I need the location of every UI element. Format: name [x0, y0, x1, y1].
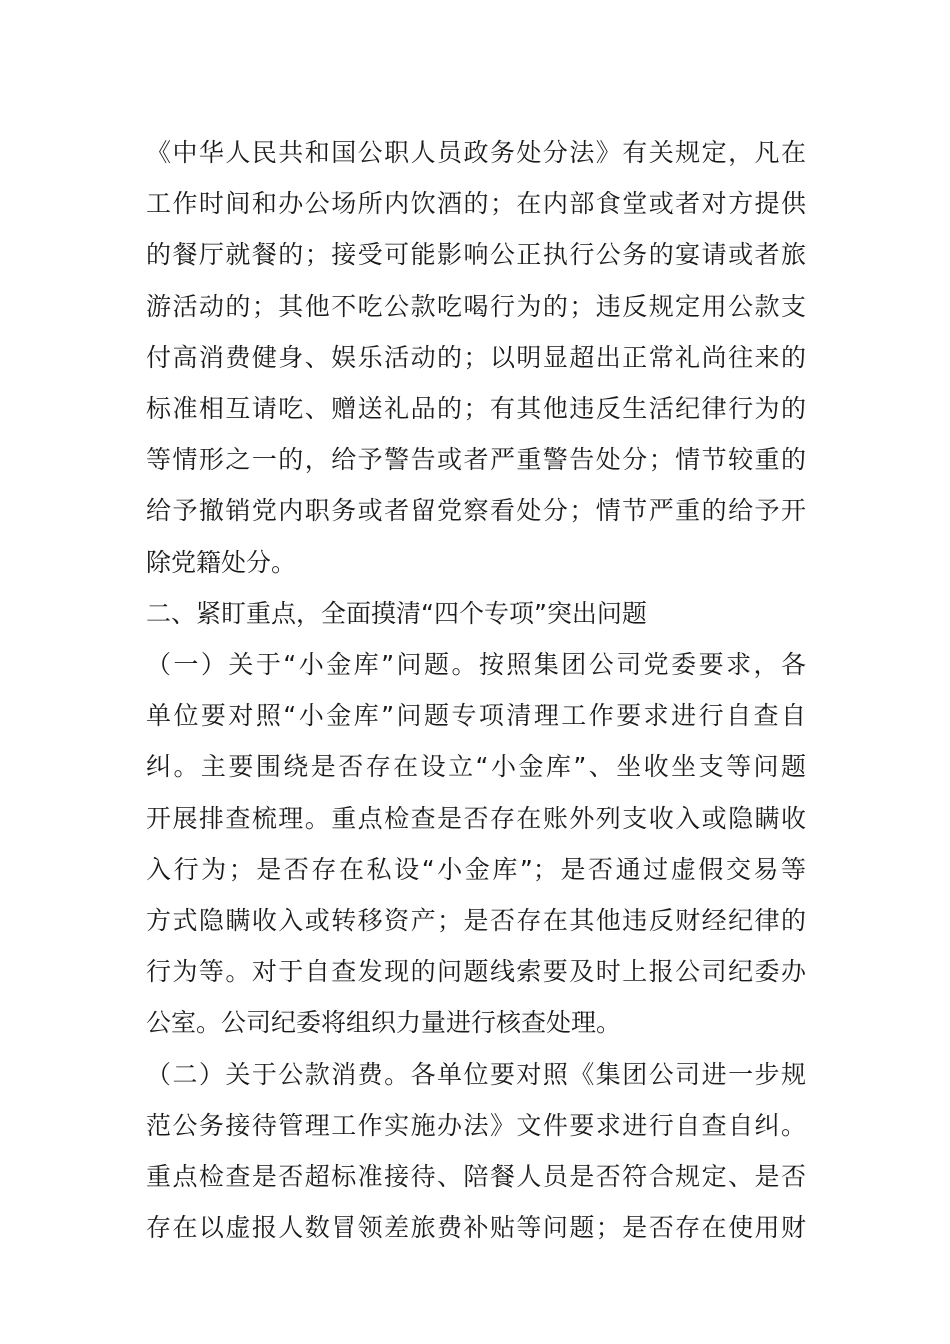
text-line: （一）关于“小金库”问题。按照集团公司党委要求，各 [146, 650, 806, 679]
text-line: 《中华人民共和国公职人员政务处分法》有关规定，凡在 [146, 138, 806, 167]
text-line: 等情形之一的，给予警告或者严重警告处分；情节较重的 [146, 445, 806, 475]
text-line: 重点检查是否超标准接待、陪餐人员是否符合规定、是否 [146, 1162, 806, 1191]
text-line: 除党籍处分。 [146, 547, 297, 577]
text-line: （二）关于公款消费。各单位要对照《集团公司进一步规 [146, 1059, 806, 1089]
text-line: 入行为；是否存在私设“小金库”；是否通过虚假交易等 [146, 854, 806, 884]
text-line: 行为等。对于自查发现的问题线索要及时上报公司纪委办 [146, 957, 806, 987]
text-line: 二、紧盯重点，全面摸清“四个专项”突出问题 [146, 598, 647, 628]
text-line: 范公务接待管理工作实施办法》文件要求进行自查自纠。 [146, 1110, 806, 1140]
text-line: 标准相互请吃、赠送礼品的；有其他违反生活纪律行为的 [146, 394, 806, 423]
text-line: 方式隐瞒收入或转移资产；是否存在其他违反财经纪律的 [146, 906, 806, 935]
text-line: 游活动的；其他不吃公款吃喝行为的；违反规定用公款支 [146, 291, 806, 321]
text-line: 给予撤销党内职务或者留党察看处分；情节严重的给予开 [146, 496, 806, 526]
text-line: 开展排查梳理。重点检查是否存在账外列支收入或隐瞒收 [146, 803, 806, 833]
text-line: 工作时间和办公场所内饮酒的；在内部食堂或者对方提供 [146, 189, 806, 219]
text-line: 单位要对照“小金库”问题专项清理工作要求进行自查自 [146, 701, 806, 731]
text-line: 公室。公司纪委将组织力量进行核查处理。 [146, 1008, 622, 1038]
text-line: 存在以虚报人数冒领差旅费补贴等问题；是否存在使用财 [146, 1213, 806, 1243]
text-line: 付高消费健身、娱乐活动的；以明显超出正常礼尚往来的 [146, 342, 806, 372]
text-line: 纠。主要围绕是否存在设立“小金库”、坐收坐支等问题 [146, 752, 806, 782]
text-line: 的餐厅就餐的；接受可能影响公正执行公务的宴请或者旅 [146, 240, 806, 270]
